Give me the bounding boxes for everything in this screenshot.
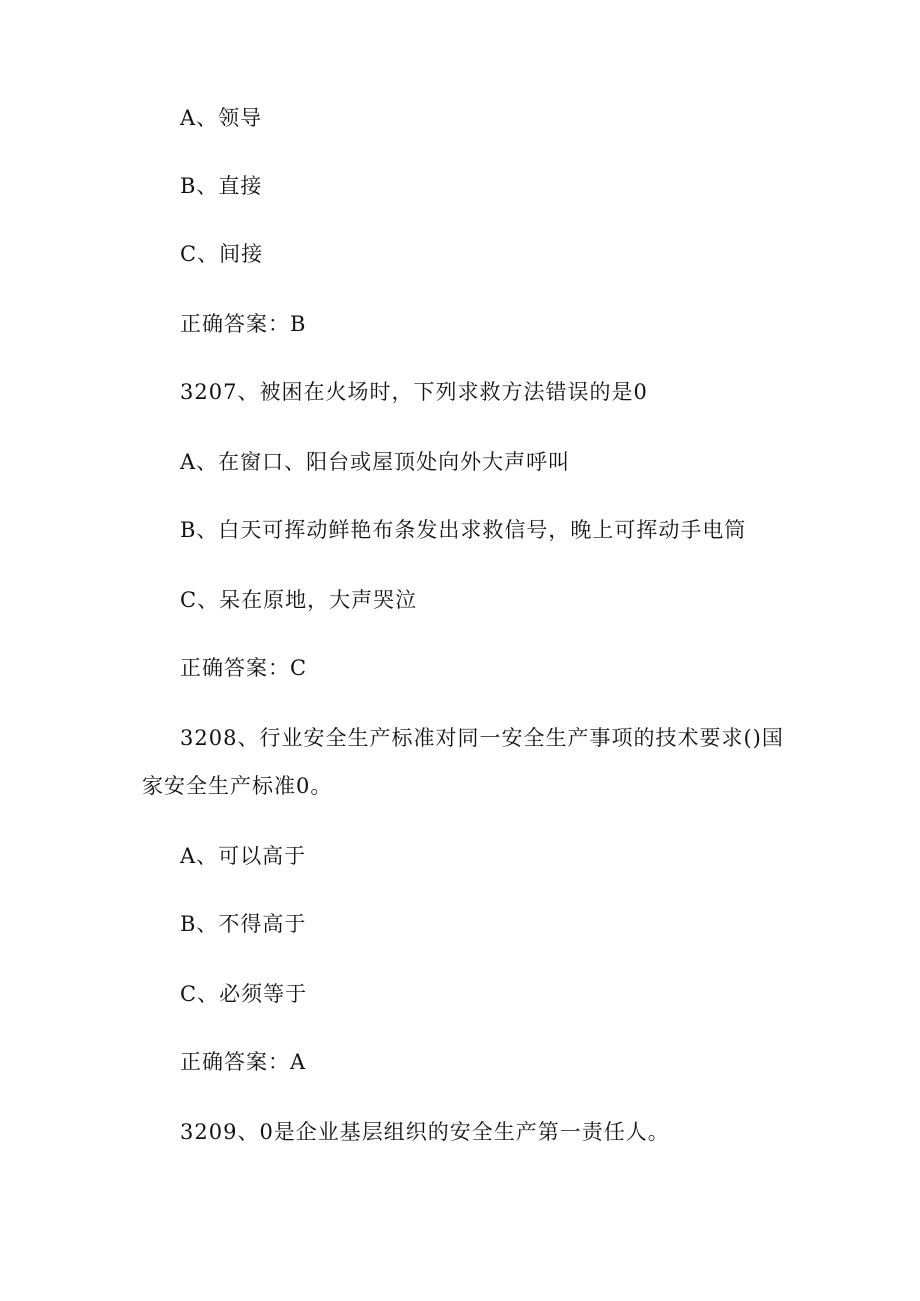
q3208-option-a: A、可以高于: [180, 844, 307, 868]
q3207-option-a: A、在窗口、阳台或屋顶处向外大声呼叫: [180, 450, 571, 474]
q3208-question-line1: 3208、行业安全生产标准对同一安全生产事项的技术要求()国: [180, 726, 784, 750]
q3209-question: 3209、0是企业基层组织的安全生产第一责任人。: [180, 1120, 670, 1144]
q3206-answer: 正确答案：B: [180, 312, 307, 336]
q3207-question: 3207、被困在火场时，下列求救方法错误的是0: [180, 380, 648, 404]
q3207-answer: 正确答案：C: [180, 656, 308, 680]
q3208-question-line2: 家安全生产标准0。: [142, 774, 333, 798]
q3208-option-c: C、必须等于: [180, 982, 308, 1006]
q3206-option-a: A、领导: [180, 106, 263, 130]
q3206-option-c: C、间接: [180, 242, 264, 266]
q3207-option-c: C、呆在原地，大声哭泣: [180, 588, 418, 612]
q3208-answer: 正确答案：A: [180, 1050, 307, 1074]
q3207-option-b: B、白天可挥动鲜艳布条发出求救信号，晚上可挥动手电筒: [180, 518, 747, 542]
q3208-option-b: B、不得高于: [180, 912, 307, 936]
q3206-option-b: B、直接: [180, 174, 263, 198]
